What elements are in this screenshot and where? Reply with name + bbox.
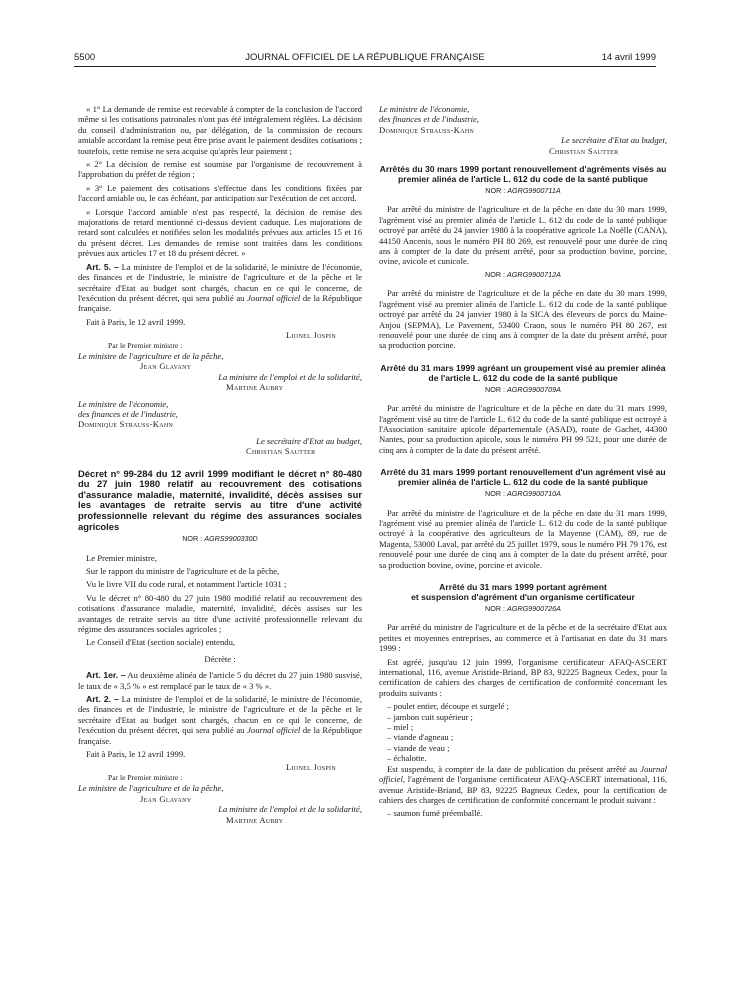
fait-line: Fait à Paris, le 12 avril 1999. (86, 316, 186, 327)
nor-label: NOR : (485, 489, 505, 499)
list-item: – saumon fumé préemballé. (387, 808, 483, 819)
nor-label: NOR : (485, 384, 505, 394)
article-1 (78, 670, 362, 691)
signatory-name: Jean Glavany (140, 361, 192, 372)
nor-code: AGRG9900726A (507, 604, 561, 613)
list-item: – miel ; (387, 722, 414, 733)
nor-reference (379, 270, 667, 280)
arrete-title: Arrêtés du 30 mars 1999 portant renouvellement d'agréments visés au premier alinéa de l'article L. 612 du code de la santé publique (379, 164, 667, 185)
nor-reference (78, 534, 362, 544)
journal-ref: Journal officiel (247, 725, 301, 736)
paragraph (379, 764, 667, 806)
paragraph: « 3° Le paiement des cotisations s'effectue dans les conditions fixées par l'accord amiable ou, le cas échéant, par anticipation sur l'exécution de cet accord. (78, 182, 362, 204)
paragraph: Sur le rapport du ministre de l'agriculture et de la pêche, (86, 565, 280, 576)
issue-date: 14 avril 1999 (601, 52, 656, 63)
nor-reference (379, 604, 667, 614)
nor-label: NOR : (485, 604, 505, 613)
arrete-title: Arrêté du 31 mars 1999 agréant un groupement visé au premier alinéa de l'article L. 612 du code de la santé publique (380, 362, 666, 383)
paragraph: Le Conseil d'Etat (section sociale) entendu, (86, 637, 236, 648)
article-label: Art. 1er. – (86, 670, 126, 681)
nor-code: AGRG9900709A (507, 384, 561, 394)
list-item: – viande de veau ; (387, 742, 450, 753)
paragraph: « Lorsque l'accord amiable n'est pas respecté, la décision de remise des majorations de retard mentionné ci-dessus devient caduque. Les majorations de retard sont calculées et notifiées selon les modalités prévues aux articles 15 et 16 du présent décret. Les demandes de remise sont traitées dans les conditions prévues aux articles 17 et 18 du présent décret. » (78, 206, 362, 259)
paragraph: Le Premier ministre, (86, 552, 157, 563)
article-text: La ministre de l'emploi et de la solidarité, le ministre de l'économie, des finances et de l'industrie, le ministre de l'agriculture et de la pêche et le secrétaire d'Etat au budget sont chargés, chacun en ce qui le concerne, de l'exécution du présent décret, qui sera publié au (78, 694, 362, 736)
signatory-name: Christian Sautter (246, 446, 316, 457)
journal-ref: Journal officiel (247, 292, 301, 303)
nor-label: NOR : (182, 534, 203, 544)
decree-title: Décret n° 99-284 du 12 avril 1999 modifiant le décret n° 80-480 du 27 juin 1980 relatif au recouvrement des cotisations d'assurance maladie, maternité, invalidité, décès assises sur les avantages de retraite servis au titre d'une activité professionnelle relevant du régime des assurances sociales agricoles (78, 467, 362, 532)
nor-reference (379, 385, 667, 395)
article-text: La ministre de l'emploi et de la solidarité, le ministre de l'économie, des finances et de l'industrie, le ministre de l'agriculture et de la pêche et le secrétaire d'Etat au budget sont chargés, chacun en ce qui le concerne, de l'exécution du présent décret, qui sera publié au (78, 261, 362, 303)
minister-title: Le ministre de l'économie, (78, 398, 169, 409)
minister-title: Le ministre de l'agriculture et de la pêche, (78, 783, 224, 794)
fait-line: Fait à Paris, le 12 avril 1999. (86, 749, 186, 760)
signatory-name: Lionel Jospin (286, 762, 336, 773)
paragraph: Vu le livre VII du code rural, et notamment l'article 1031 ; (86, 579, 287, 590)
paragraph: Par arrêté du ministre de l'agriculture et de la pêche et de la secrétaire d'Etat aux petites et moyennes entreprises, au commerce et à l'artisanat en date du 31 mars 1999 : (379, 622, 667, 654)
nor-label: NOR : (485, 186, 506, 196)
decrete: Décrète : (204, 653, 236, 664)
nor-reference (379, 186, 667, 196)
signatory-name: Christian Sautter (549, 145, 619, 156)
paragraph: Par arrêté du ministre de l'agriculture et de la pêche en date du 31 mars 1999, l'agrément visé au premier alinéa de l'article L. 612 du code de la santé publique octroyé à la coopérative des agriculteurs de la Mayenne (CAM), 89, rue de Magenta, 53000 Laval, par arrêté du 25 juillet 1979, sous le numéro PH 79 176, est renouvelé pour une durée de cinq ans à compter de la date du présent arrêté, pour sa production bovine, ovine, porcine et avicole. (379, 507, 667, 570)
signatory-name: Dominique Strauss-Kahn (379, 124, 475, 135)
minister-title: des finances et de l'industrie, (379, 114, 479, 125)
list-item: – jambon cuit supérieur ; (387, 711, 473, 722)
article-text: Au deuxième alinéa de l'article 5 du décret du 27 juin 1980 susvisé, le taux de « 3,5 % » est remplacé par le taux de « 3 % ». (78, 670, 363, 691)
paragraph: « 1° La demande de remise est recevable à compter de la conclusion de l'accord même si les cotisations patronales n'ont pas été intégralement réglées. La décision du conseil d'administration ou, par délégation, de la commission de recours amiable accordant la remise peut être prise avant le paiement desdites cotisations ; toutefois, cette remise ne sera acquise qu'après leur paiement ; (78, 104, 362, 156)
minister-title: La ministre de l'emploi et de la solidarité, (218, 371, 362, 382)
nor-label: NOR : (485, 269, 505, 279)
list-item: – viande d'agneau ; (387, 732, 454, 743)
journal-ref: Journal officiel (379, 763, 667, 785)
article-text-end: de la République française. (78, 292, 363, 314)
minister-title: Le ministre de l'économie, (379, 104, 470, 114)
arrete-title: Arrêté du 31 mars 1999 portant agrément (439, 582, 607, 592)
nor-code: AGRG9900711A (507, 186, 561, 196)
signatory-name: Dominique Strauss-Kahn (78, 419, 174, 430)
nor-code: AGRG9900710A (507, 489, 561, 499)
signature-label: Par le Premier ministre : (108, 772, 183, 782)
journal-title: JOURNAL OFFICIEL DE LA RÉPUBLIQUE FRANÇAISE (245, 52, 485, 63)
page-header (74, 52, 656, 67)
paragraph: Par arrêté du ministre de l'agriculture et de la pêche en date du 31 mars 1999, l'agrément visé au titre de l'article L. 612 du code de la santé publique est octroyé à l'Association sanitaire apicole départementale (ASAD), route de Gachet, 44300 Nantes, pour sa production apicole, sous le numéro PH 99 521, pour une durée de cinq ans à compter de la date du présent arrêté. (379, 403, 667, 455)
paragraph: Par arrêté du ministre de l'agriculture et de la pêche en date du 30 mars 1999, l'agrément visé au premier alinéa de l'article L. 612 du code de la santé publique octroyé par arrêté du 24 janvier 1980 à la coopérative agricole La Noëlle (CANA), 44150 Ancenis, sous le numéro PH 80 269, est renouvelé pour une durée de cinq ans à compter de la date du présent arrêté, pour sa production bovine, porcine, ovine, avicole et cunicole. (379, 204, 667, 267)
signatory-name: Lionel Jospin (286, 330, 336, 341)
product-list (387, 701, 667, 763)
minister-title: Le secrétaire d'Etat au budget, (256, 435, 362, 446)
nor-code: AGRS9900330D (204, 534, 258, 544)
list-item: – poulet entier, découpe et surgelé ; (387, 701, 509, 712)
minister-title: Le ministre de l'agriculture et de la pêche, (78, 350, 224, 361)
article-text-end: de la République française. (78, 725, 363, 746)
signatory-name: Jean Glavany (140, 793, 192, 804)
article-5 (78, 262, 362, 314)
paragraph: « 2° La décision de remise est soumise par l'organisme de recouvrement à l'approbation du préfet de région ; (78, 159, 362, 180)
nor-reference (379, 489, 667, 499)
arrete-title: et suspension d'agrément d'un organisme certificateur (411, 592, 635, 602)
paragraph: Vu le décret n° 80-480 du 27 juin 1980 modifié relatif au recouvrement des cotisations d'assurance maladie, maternité, invalidité, décès assises sur les avantages de retraite servis au titre d'une activité professionnelle relevant du régime des assurances sociales agricoles ; (78, 592, 362, 634)
paragraph-text: , l'agrément de l'organisme certificateur AFAQ-ASCERT international, 116, avenue Aristide-Briand, BP 83, 92225 Bagneux Cedex, pour la certification de cahiers des charges de certification de conformité concernant le produit suivant : (379, 774, 667, 805)
list-item: – échalotte. (387, 753, 427, 764)
article-label: Art. 5. – (86, 261, 119, 272)
page-number: 5500 (74, 52, 96, 63)
signatory-name: Martine Aubry (226, 814, 284, 825)
article-label: Art. 2. – (86, 694, 119, 705)
paragraph-text: Est suspendu, à compter de la date de publication du présent arrêté au (387, 763, 641, 774)
left-column (78, 104, 362, 825)
minister-title: Le secrétaire d'Etat au budget, (561, 135, 667, 146)
minister-title: des finances et de l'industrie, (78, 408, 178, 419)
signatory-name: Martine Aubry (226, 382, 284, 393)
paragraph: Par arrêté du ministre de l'agriculture et de la pêche en date du 30 mars 1999, l'agrément visé au premier alinéa de l'article L. 612 du code de la santé publique octroyé par arrêté du 24 janvier 1980 à la SICA des éleveurs de porcs du Maine-Anjou (SEPMA), Le Pavement, 53400 Craon, sous le numéro PH 80 267, est renouvelé pour une durée de cinq ans à compter de la date du présent arrêté, pour sa production porcine. (379, 288, 667, 351)
paragraph: Est agréé, jusqu'au 12 juin 1999, l'organisme certificateur AFAQ-ASCERT international, 116, avenue Aristide-Briand, BP 83, 92225 Bagneux Cedex, pour la certification de cahiers des charges de certification de conformité concernant les produits suivants : (379, 656, 667, 698)
article-2 (78, 694, 362, 746)
nor-code: AGRG9900712A (507, 269, 561, 279)
minister-title: La ministre de l'emploi et de la solidarité, (218, 804, 362, 815)
arrete-title: Arrêté du 31 mars 1999 portant renouvellement d'un agrément visé au premier alinéa de l'article L. 612 du code de la santé publique (380, 467, 666, 488)
right-column (379, 104, 667, 819)
signature-label: Par le Premier ministre : (108, 340, 183, 350)
